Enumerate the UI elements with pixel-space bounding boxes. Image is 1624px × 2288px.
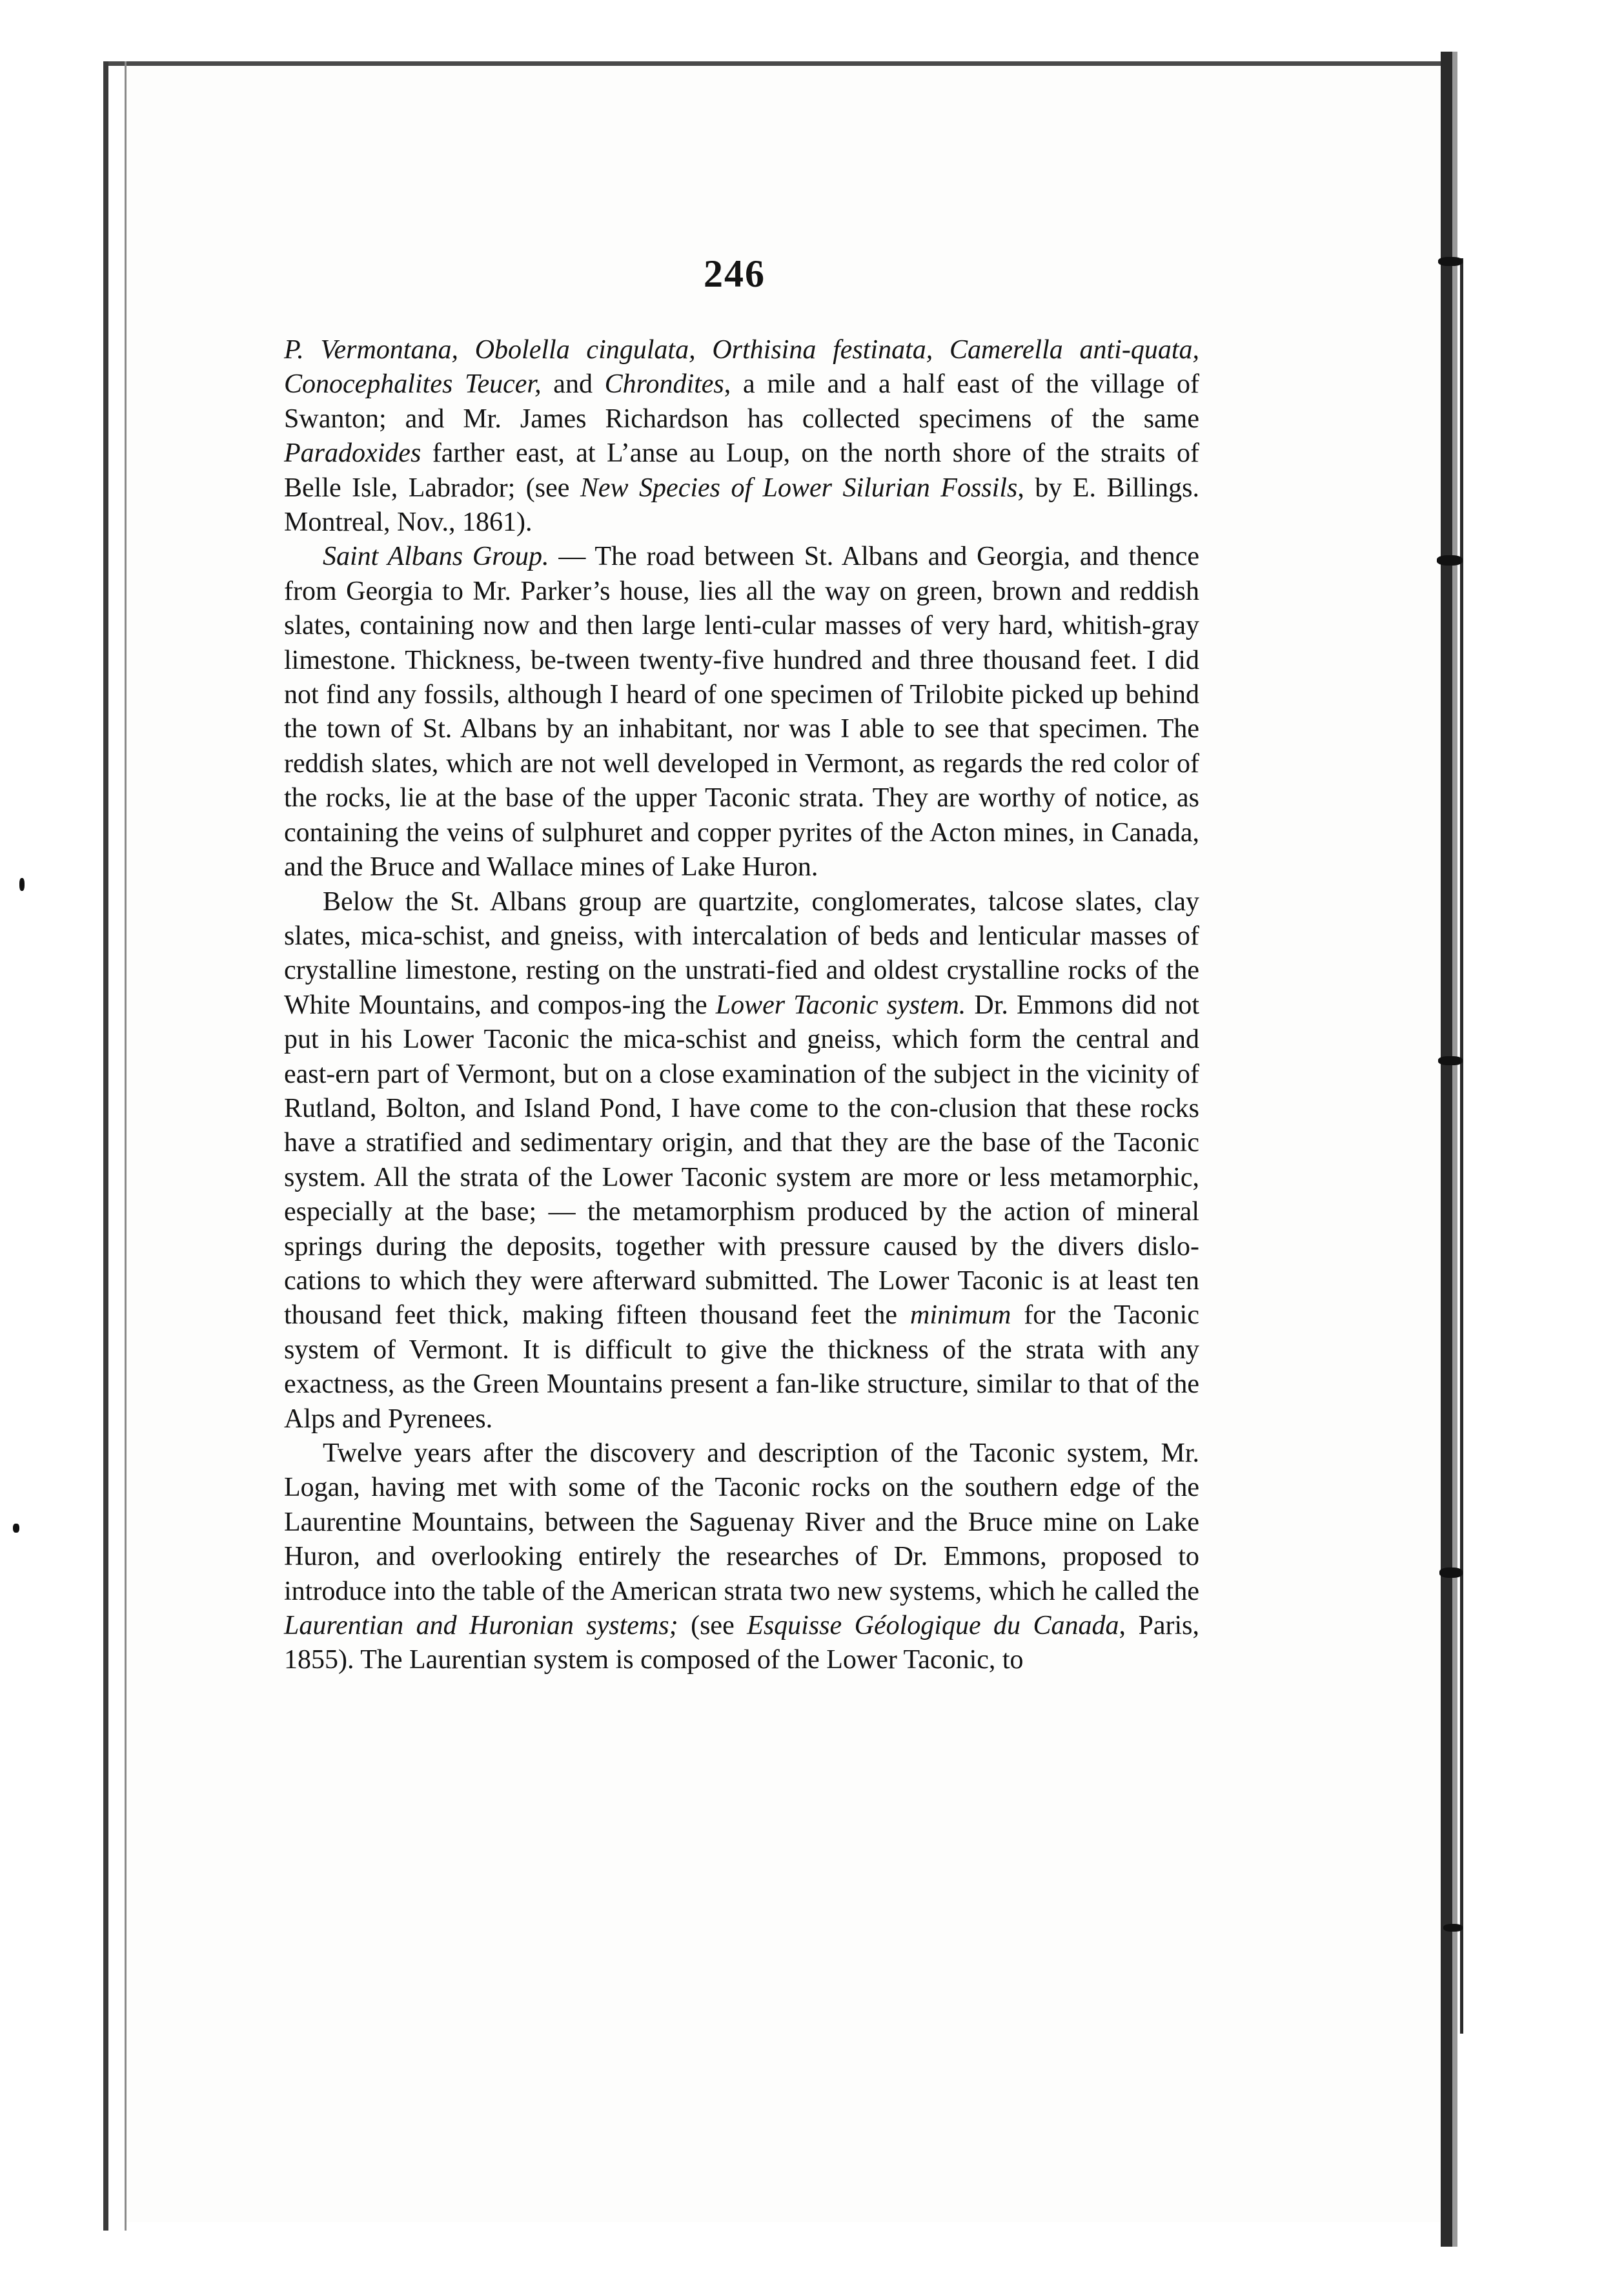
italic-text: Paradoxides (284, 438, 421, 469)
facing-page-edge (1460, 258, 1463, 2034)
scan-speck (13, 1524, 19, 1533)
body-text (284, 333, 1199, 1678)
text-run: (see (678, 1611, 747, 1641)
text-run: for the Taconic system of Vermont. It is difficult to give the thickness of the strata with any exactness, as the Green Mountains present a fan-like structure, similar to that of the Alps and Pyrenees. (284, 1300, 1199, 1434)
binding-tack-mark (1439, 1568, 1463, 1578)
italic-text: Saint Albans Group. (323, 542, 549, 572)
text-run: Dr. Emmons did not put in his Lower Taconic the mica-schist and gneiss, which form the central and east-ern part of Vermont, but on a close examination of the subject in the vicinity of Rutland, Bolton, and Island Pond, I have come to the con-clusion that these rocks have a stratified and sedimentary origin, and that they are the base of the Taconic system. All the strata of the Lower Taconic system are more or less metamorphic, especially at the base; — the metamorphism produced by the action of mineral springs during the deposits, together with pressure caused by the divers dislo-cations to which they were afterward submitted. The Lower Taconic is at least ten thousand feet thick, making fifteen thousand feet the (284, 990, 1199, 1331)
paragraph-p4 (284, 1436, 1199, 1678)
scan-frame-left (103, 61, 127, 2231)
scan-speck (19, 878, 25, 891)
italic-text: New Species of Lower Silurian Fossils (580, 473, 1018, 503)
italic-text: minimum (910, 1300, 1011, 1331)
text-run: Twelve years after the discovery and description of the Taconic system, Mr. Logan, having met with some of the Taconic rocks on the southern edge of the Laurentine Mountains, between the Saguenay River and the Bruce mine on Lake Huron, and overlooking entirely the researches of Dr. Emmons, proposed to introduce into the table of the American strata two new systems, which he called the (284, 1438, 1199, 1606)
text-run: , Paris, 1855). The Laurentian system is composed of the Lower Taconic, to (284, 1611, 1200, 1675)
scan-frame-top (103, 61, 1452, 66)
italic-text: Esquisse Géologique du Canada (747, 1611, 1119, 1641)
text-run: — The road between St. Albans and Georgia, and thence from Georgia to Mr. Parker’s house, lies all the way on green, brown and reddish slates, containing now and then large lenti-cular masses of very hard, whitish-gray limestone. Thickness, be-tween twenty-five hundred and three thousand feet. I did not find any fossils, although I heard of one specimen of Trilobite picked up behind the town of St. Albans by an inhabitant, nor was I able to see that specimen. The reddish slates, which are not well developed in Vermont, as regards the red color of the rocks, lie at the base of the upper Taconic strata. They are worthy of notice, as containing the veins of sulphuret and copper pyrites of the Acton mines, in Canada, and the Bruce and Wallace mines of Lake Huron. (284, 542, 1199, 883)
italic-text: P. Vermontana, Obolella cingulata, Orthisina festinata, Camerella anti-quata, Conocephalites Teucer, (284, 335, 1199, 400)
paragraph-p3 (284, 885, 1199, 1437)
italic-text: Chrondites (604, 369, 724, 400)
text-run: , by E. Billings. Montreal, Nov., 1861). (284, 473, 1199, 538)
italic-text: Laurentian and Huronian systems; (284, 1611, 678, 1641)
binding-tack-mark (1437, 555, 1463, 566)
text-run: , a mile and a half east of the village of Swanton; and Mr. James Richardson has collected specimens of the same (284, 369, 1199, 434)
paragraph-p2 (284, 540, 1199, 884)
scan-right-margin (1457, 0, 1624, 2288)
binding-spine (1441, 52, 1452, 2247)
paragraph-p1 (284, 333, 1199, 540)
page-number: 246 (704, 252, 766, 295)
binding-spine-edge (1452, 52, 1457, 2247)
binding-tack-mark (1438, 1056, 1463, 1065)
text-run: and (541, 369, 605, 400)
text-run: farther east, at L’anse au Loup, on the north shore of the straits of Belle Isle, Labrador; (see (284, 438, 1199, 503)
italic-text: Lower Taconic system. (715, 990, 966, 1020)
binding-tack-mark (1443, 1924, 1463, 1932)
binding-tack-mark (1438, 257, 1463, 266)
text-run: Below the St. Albans group are quartzite, conglomerates, talcose slates, clay slates, mica-schist, and gneiss, with intercalation of beds and lenticular masses of crystalline limestone, resting on the unstrati-fied and oldest crystalline rocks of the White Mountains, and compos-ing the (284, 886, 1199, 1020)
